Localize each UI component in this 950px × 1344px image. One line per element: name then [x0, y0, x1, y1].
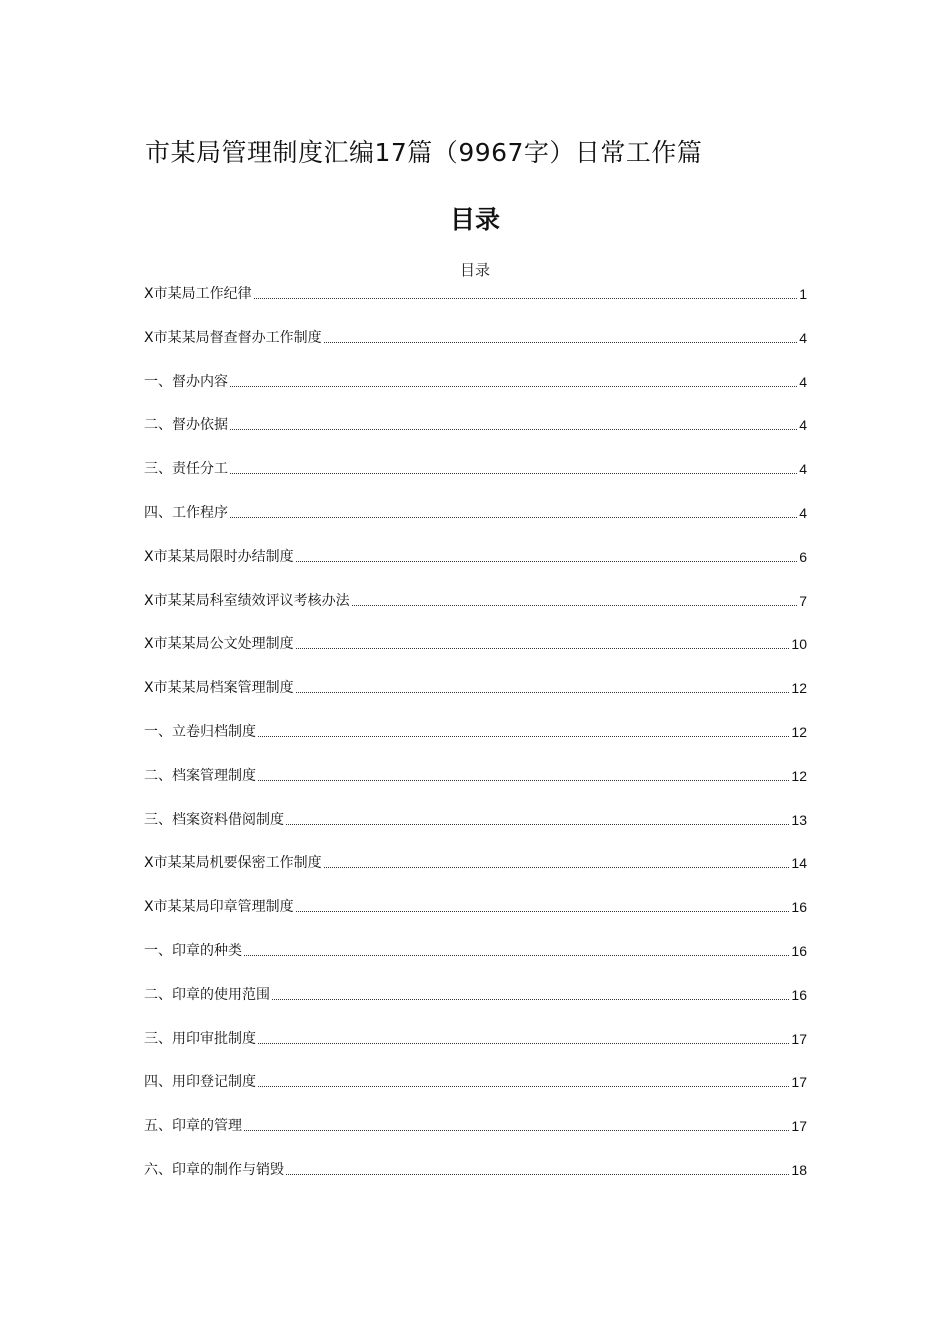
dot-leader — [324, 852, 790, 868]
toc-entry[interactable] — [144, 371, 807, 415]
toc-entry[interactable] — [144, 852, 807, 896]
toc-entry-page: 12 — [791, 723, 807, 740]
toc-entry-label: 六、印章的制作与销毁 — [144, 1161, 284, 1178]
dot-leader — [230, 371, 797, 387]
toc-entry-page: 4 — [799, 417, 807, 434]
toc-entry-page: 10 — [791, 636, 807, 653]
toc-entry-label: 五、印章的管理 — [144, 1118, 242, 1135]
toc-entry[interactable] — [144, 414, 807, 458]
toc-entry[interactable] — [144, 896, 807, 940]
toc-entry[interactable] — [144, 721, 807, 765]
toc-entry-page: 4 — [799, 504, 807, 521]
dot-leader — [286, 809, 789, 825]
dot-leader — [230, 502, 797, 518]
toc-entry-page: 18 — [791, 1161, 807, 1178]
dot-leader — [230, 458, 797, 474]
dot-leader — [230, 414, 797, 430]
toc-subheading: 目录 — [459, 261, 490, 279]
toc-entry-label: 三、责任分工 — [144, 461, 228, 478]
dot-leader — [324, 327, 798, 343]
toc-entry-page: 12 — [791, 680, 807, 697]
toc-entry[interactable] — [144, 458, 807, 502]
dot-leader — [296, 546, 798, 562]
toc-entry[interactable] — [144, 809, 807, 853]
toc-entry[interactable] — [144, 677, 807, 721]
toc-entry[interactable] — [144, 984, 807, 1028]
toc-entry-page: 17 — [791, 1118, 807, 1135]
toc-entry-label: X市某某局督查督办工作制度 — [144, 329, 322, 346]
toc-entry-page: 16 — [791, 986, 807, 1003]
toc-entry[interactable] — [144, 1159, 807, 1203]
dot-leader — [286, 1159, 789, 1175]
toc-entry[interactable] — [144, 765, 807, 809]
toc-entry[interactable] — [144, 1028, 807, 1072]
toc-entry[interactable] — [144, 1115, 807, 1159]
dot-leader — [258, 1028, 789, 1044]
toc-entry-label: X市某某局科室绩效评议考核办法 — [144, 592, 350, 609]
toc-entry-label: 二、印章的使用范围 — [144, 986, 270, 1003]
toc-entry-label: X市某某局印章管理制度 — [144, 899, 294, 916]
dot-leader — [296, 677, 790, 693]
toc-entry-label: X市某某局档案管理制度 — [144, 680, 294, 697]
toc-entry[interactable] — [144, 590, 807, 634]
dot-leader — [258, 1071, 789, 1087]
toc-entry-page: 14 — [791, 855, 807, 872]
toc-entry-label: 一、督办内容 — [144, 373, 228, 390]
dot-leader — [296, 896, 790, 912]
toc-entry-page: 12 — [791, 767, 807, 784]
toc-entry-label: X市某某局机要保密工作制度 — [144, 855, 322, 872]
toc-entry[interactable] — [144, 502, 807, 546]
toc-entry-page: 13 — [791, 811, 807, 828]
table-of-contents — [144, 283, 807, 1203]
dot-leader — [258, 765, 789, 781]
toc-entry-label: 一、印章的种类 — [144, 942, 242, 959]
toc-entry-label: 四、用印登记制度 — [144, 1074, 256, 1091]
toc-entry[interactable] — [144, 546, 807, 590]
dot-leader — [352, 590, 798, 606]
dot-leader — [258, 721, 789, 737]
toc-entry[interactable] — [144, 1071, 807, 1115]
toc-entry-page: 7 — [799, 592, 807, 609]
toc-entry-page: 16 — [791, 942, 807, 959]
toc-entry-label: 四、工作程序 — [144, 504, 228, 521]
toc-heading: 目录 — [449, 205, 500, 234]
toc-entry-label: X市某某局公文处理制度 — [144, 636, 294, 653]
toc-entry-label: 一、立卷归档制度 — [144, 723, 256, 740]
toc-entry-page: 6 — [799, 548, 807, 565]
toc-entry-label: 三、档案资料借阅制度 — [144, 811, 284, 828]
toc-entry[interactable] — [144, 327, 807, 371]
toc-entry-page: 17 — [791, 1074, 807, 1091]
toc-entry-page: 4 — [799, 329, 807, 346]
toc-entry-label: X市某局工作纪律 — [144, 286, 252, 302]
dot-leader — [244, 940, 789, 956]
toc-entry-page: 1 — [799, 286, 807, 302]
toc-entry-page: 17 — [791, 1030, 807, 1047]
toc-entry-label: 二、档案管理制度 — [144, 767, 256, 784]
toc-entry-page: 16 — [791, 899, 807, 916]
dot-leader — [296, 633, 790, 649]
toc-entry-page: 4 — [799, 373, 807, 390]
toc-entry[interactable] — [144, 283, 807, 327]
toc-entry[interactable] — [144, 633, 807, 677]
dot-leader — [272, 984, 789, 1000]
toc-entry-page: 4 — [799, 461, 807, 478]
toc-entry-label: 三、用印审批制度 — [144, 1030, 256, 1047]
dot-leader — [244, 1115, 789, 1131]
toc-entry-label: 二、督办依据 — [144, 417, 228, 434]
dot-leader — [254, 283, 798, 299]
document-title: 市某局管理制度汇编17篇（9967字）日常工作篇 — [145, 138, 703, 167]
toc-entry-label: X市某某局限时办结制度 — [144, 548, 294, 565]
toc-entry[interactable] — [144, 940, 807, 984]
